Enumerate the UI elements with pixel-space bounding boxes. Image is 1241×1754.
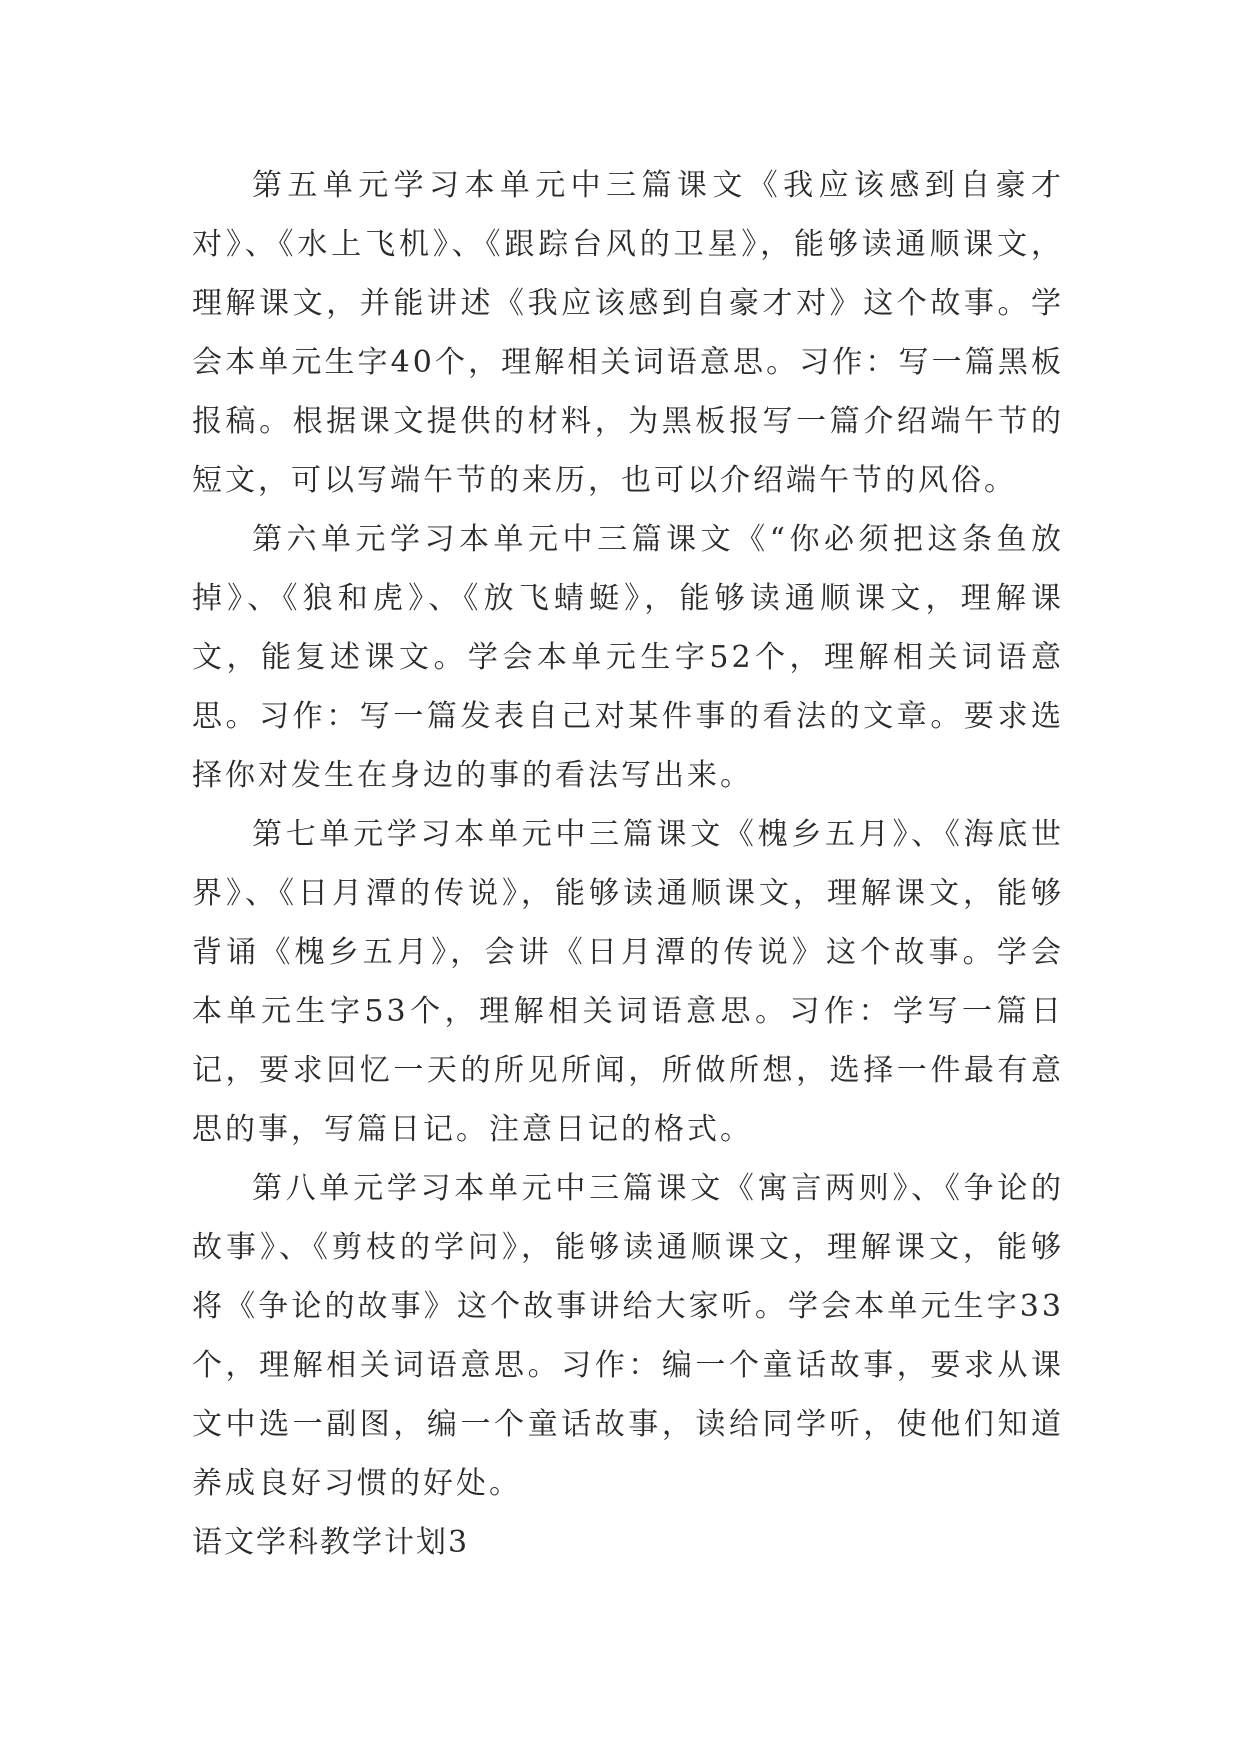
paragraph-unit-6: 第六单元学习本单元中三篇课文《“你必须把这条鱼放掉》、《狼和虎》、《放飞蜻蜓》，能够读通顺课文，理解课文，能复述课文。学会本单元生字52个，理解相关词语意思。习作：写一篇发表自己对某件事的看法的文章。要求选择你对发生在身边的事的看法写出来。 — [192, 522, 1064, 793]
paragraph-unit-7: 第七单元学习本单元中三篇课文《槐乡五月》、《海底世界》、《日月潭的传说》，能够读通顺课文，理解课文，能够背诵《槐乡五月》，会讲《日月潭的传说》这个故事。学会本单元生字53个，理解相关词语意思。习作：学写一篇日记，要求回忆一天的所见所闻，所做所想，选择一件最有意思的事，写篇日记。注意日记的格式。 — [192, 817, 1064, 1147]
document-body — [192, 156, 1064, 1572]
paragraph-unit-5: 第五单元学习本单元中三篇课文《我应该感到自豪才对》、《水上飞机》、《跟踪台风的卫星》，能够读通顺课文，理解课文，并能讲述《我应该感到自豪才对》这个故事。学会本单元生字40个，理解相关词语意思。习作：写一篇黑板报稿。根据课文提供的材料，为黑板报写一篇介绍端午节的短文，可以写端午节的来历，也可以介绍端午节的风俗。 — [192, 168, 1064, 498]
section-heading: 语文学科教学计划3 — [192, 1525, 470, 1560]
paragraph-unit-8: 第八单元学习本单元中三篇课文《寓言两则》、《争论的故事》、《剪枝的学问》，能够读通顺课文，理解课文，能够将《争论的故事》这个故事讲给大家听。学会本单元生字33个，理解相关词语意思。习作：编一个童话故事，要求从课文中选一副图，编一个童话故事，读给同学听，使他们知道养成良好习惯的好处。 — [192, 1171, 1064, 1501]
